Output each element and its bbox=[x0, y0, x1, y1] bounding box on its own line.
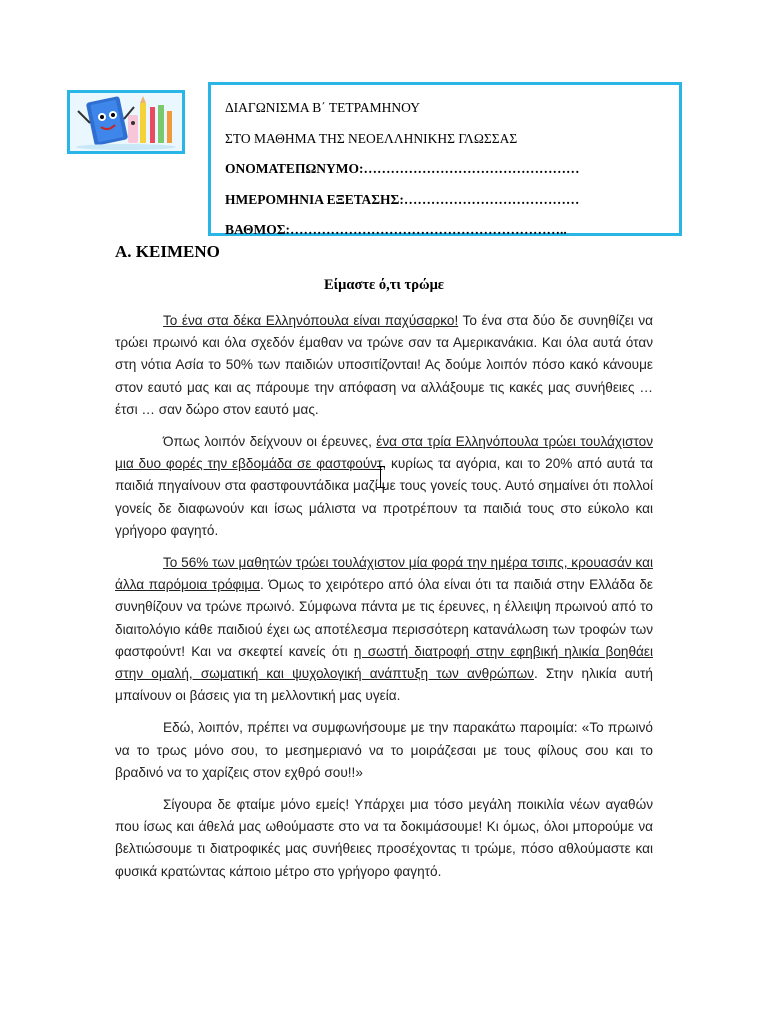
subject-line: ΣΤΟ ΜΑΘΗΜΑ ΤΗΣ ΝΕΟΕΛΛΗΝΙΚΗΣ ΓΛΩΣΣΑΣ bbox=[225, 130, 518, 146]
paragraph-1 bbox=[115, 310, 653, 421]
school-supplies-clipart bbox=[67, 90, 185, 154]
paragraph-text: . Στην ηλικία αυτή μπαίνουν οι βάσεις για τη μελλοντική μας υγεία. bbox=[115, 666, 653, 704]
underlined-phrase: η σωστή διατροφή στην εφηβική ηλικία βοηθάει στην ομαλή, σωματική και ψυχολογική ανάπτυξη των ανθρώπων bbox=[115, 643, 653, 682]
exam-date-field[interactable]: ΗΜΕΡΟΜΗΝΙΑ ΕΞΕΤΑΣΗΣ:………………………………… bbox=[225, 191, 580, 207]
exam-header-box bbox=[208, 82, 682, 236]
paragraph-text: Σίγουρα δε φταίμε μόνο εμείς! Υπάρχει μια τόσο μεγάλη ποικιλία νέων αγαθών που ίσως και άθελά μας ωθούμαστε στο να τα δοκιμάσουμε! Κι όμως, όλοι μπορούμε να βελτιώσουμε τι διατροφικές μας συνήθειες προσέχοντας τι τρώμε, πόσο αθλούμαστε και φυσικά κρατώντας κάποιο μέτρο στο γρήγορο φαγητό. bbox=[115, 797, 653, 879]
paragraph-text: . Όμως το χειρότερο από όλα είναι ότι τα παιδιά στην Ελλάδα δε συνηθίζουν να τρώνε πρωινό. Σύμφωνα πάντα με τις έρευνες, η έλλειψη πρωινού από το διαιτολόγιο κάθε παιδιού έχει ως αποτέλεσμα περισσότερη κατανάλωση των τροφών των φαστφούντ! Και να σκεφτεί κανείς ότι bbox=[115, 577, 653, 659]
exam-title: ΔΙΑΓΩΝΙΣΜΑ Β΄ ΤΕΤΡΑΜΗΝΟΥ bbox=[225, 100, 420, 115]
paragraph-3 bbox=[115, 552, 653, 707]
paragraph-text: Εδώ, λοιπόν, πρέπει να συμφωνήσουμε με την παρακάτω παροιμία: «Το πρωινό να το τρως μόνο σου, το μεσημεριανό να το μοιράζεσαι με τους φίλους σου και το βραδινό να το χαρίζεις στον εχθρό σου!!» bbox=[115, 720, 653, 780]
paragraph-4 bbox=[115, 717, 653, 784]
underlined-phrase: Το ένα στα δέκα Ελληνόπουλα είναι παχύσαρκο! bbox=[163, 313, 459, 328]
paragraph-text: Όπως λοιπόν δείχνουν οι έρευνες, bbox=[163, 434, 377, 450]
article-body bbox=[115, 310, 653, 893]
text-title: Είμαστε ό,τι τρώμε bbox=[323, 277, 444, 293]
section-title: Α. ΚΕΙΜΕΝΟ bbox=[115, 242, 220, 261]
grade-field[interactable]: ΒΑΘΜΟΣ:…………………………………………………….. bbox=[225, 222, 567, 238]
underlined-phrase: ένα στα τρία Ελληνόπουλα τρώει τουλάχιστον μια δυο φορές την εβδομάδα σε φαστφούντ bbox=[115, 434, 653, 472]
name-field[interactable]: ΟΝΟΜΑΤΕΠΩΝΥΜΟ:………………………………………… bbox=[225, 161, 580, 177]
paragraph-5 bbox=[115, 794, 653, 883]
school-supplies-icon bbox=[70, 93, 182, 151]
text-cursor-icon bbox=[380, 466, 391, 488]
paragraph-text: , κυρίως τα αγόρια, και το 20% από αυτά τα παιδιά πηγαίνουν στα φαστφουντάδικα μαζί με τους γονείς τους. Αυτό σημαίνει ότι πολλοί γονείς δε διαφωνούν και ίσως μάλιστα να προτρέπουν τα παιδιά τους στο εύκολο και γρήγορο φαγητό. bbox=[115, 456, 653, 538]
underlined-phrase: Το 56% των μαθητών τρώει τουλάχιστον μία φορά την ημέρα τσιπς, κρουασάν και άλλα παρόμοια τρόφιμα bbox=[115, 555, 653, 593]
paragraph-text: Το ένα στα δύο δε συνηθίζει να τρώει πρωινό και όλα σχεδόν έμαθαν να τρώνε σαν τα Αμερικανάκια. Και όλα αυτά όταν στη νότια Ασία το 50% των παιδιών υποσιτίζονται! Ας δούμε λοιπόν πόσο κακό κάνουμε στον εαυτό μας και ας πάρουμε την απόφαση να αλλάξουμε τις κακές μας συνήθειες … έτσι … σαν δώρο στον εαυτό μας. bbox=[115, 313, 653, 417]
